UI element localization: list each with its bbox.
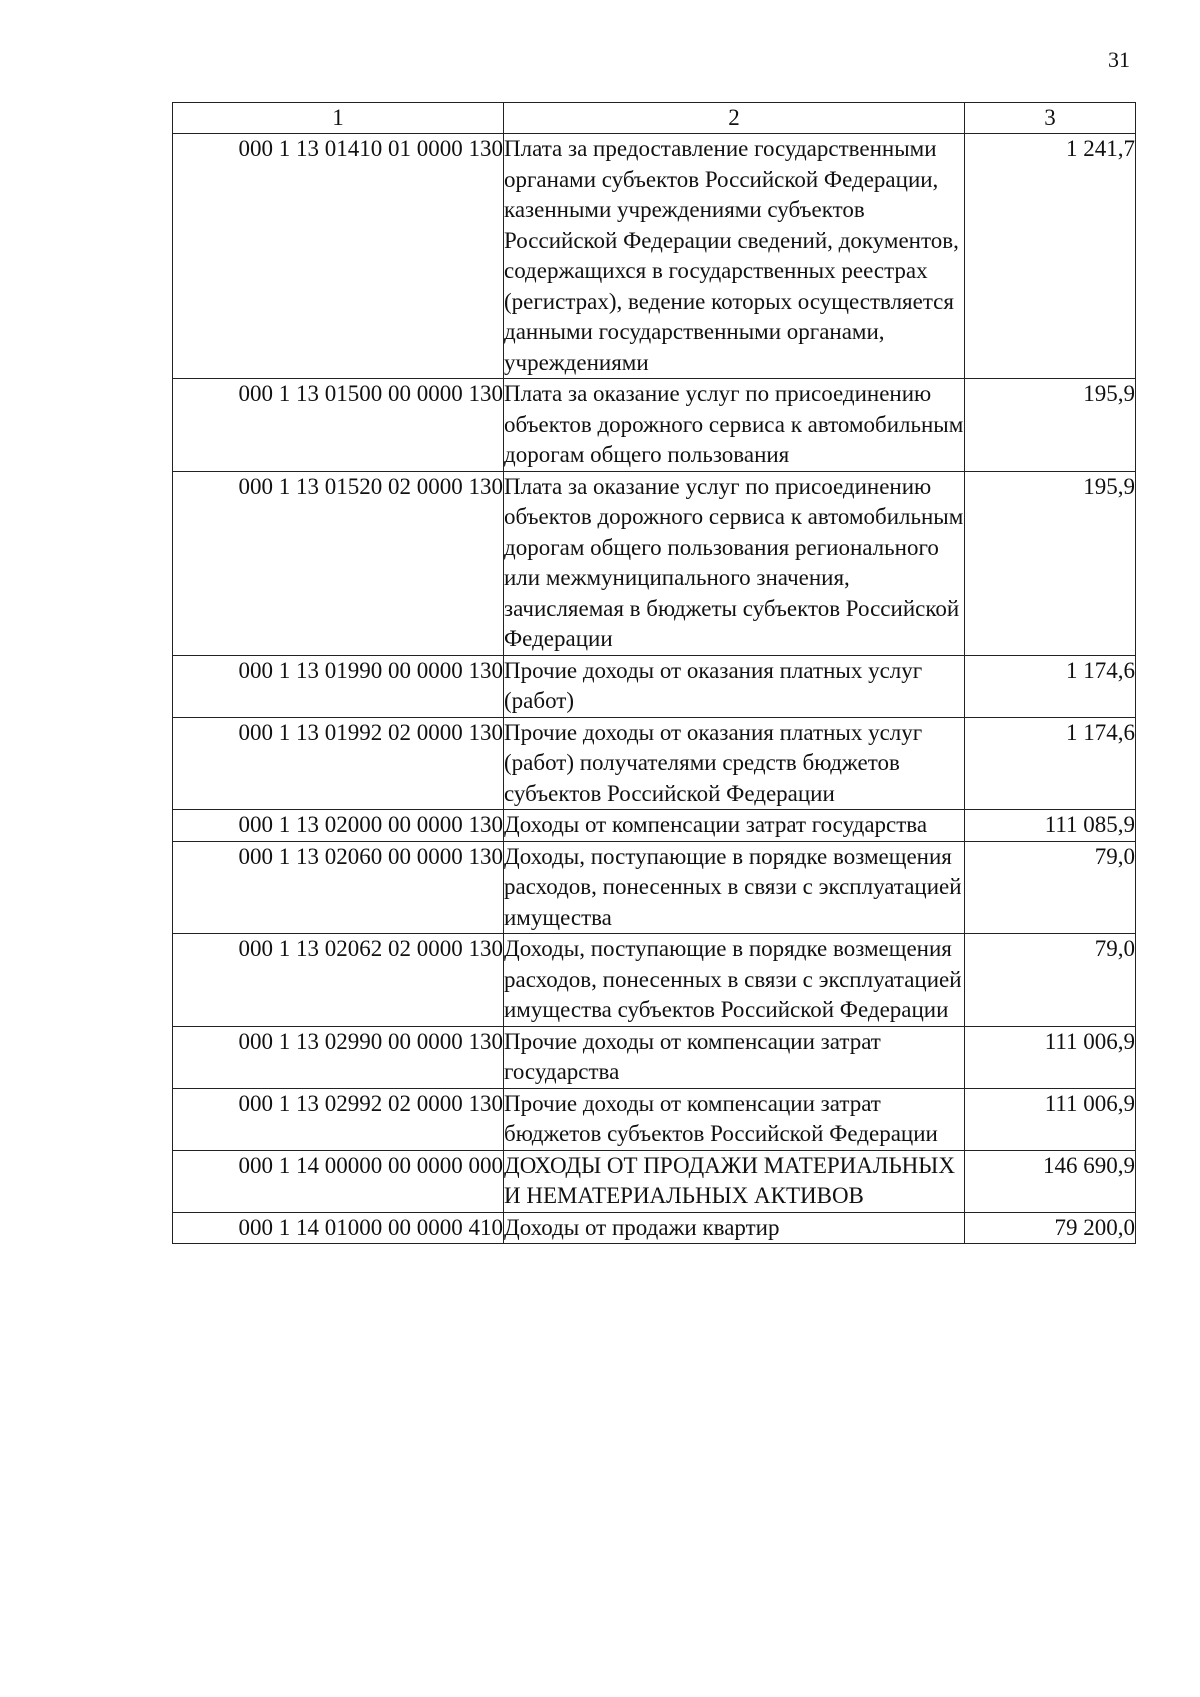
table-row	[173, 841, 1136, 934]
budget-code-cell: 000 1 14 00000 00 0000 000	[173, 1150, 504, 1212]
budget-code-cell: 000 1 13 02060 00 0000 130	[173, 841, 504, 934]
table-row	[173, 471, 1136, 655]
table-row	[173, 1026, 1136, 1088]
budget-code-cell: 000 1 13 02062 02 0000 130	[173, 934, 504, 1027]
revenue-name-cell: Плата за оказание услуг по присоединению объектов дорожного сервиса к автомобильным дорогам общего пользования регионального или межмуниципального значения, зачисляемая в бюджеты субъектов Российской Федерации	[504, 471, 965, 655]
revenue-table	[172, 102, 1136, 1244]
revenue-name-cell: Прочие доходы от оказания платных услуг (работ) получателями средств бюджетов субъектов Российской Федерации	[504, 717, 965, 810]
budget-code-cell: 000 1 13 02990 00 0000 130	[173, 1026, 504, 1088]
revenue-name-cell: Доходы от компенсации затрат государства	[504, 810, 965, 842]
budget-code-cell: 000 1 13 01990 00 0000 130	[173, 655, 504, 717]
amount-cell: 195,9	[965, 379, 1136, 472]
amount-cell: 79,0	[965, 934, 1136, 1027]
revenue-name-cell: Доходы, поступающие в порядке возмещения расходов, понесенных в связи с эксплуатацией имущества	[504, 841, 965, 934]
amount-cell: 1 241,7	[965, 134, 1136, 379]
table-row	[173, 717, 1136, 810]
amount-cell: 111 006,9	[965, 1088, 1136, 1150]
revenue-name-cell: Доходы, поступающие в порядке возмещения расходов, понесенных в связи с эксплуатацией имущества субъектов Российской Федерации	[504, 934, 965, 1027]
budget-code-cell: 000 1 14 01000 00 0000 410	[173, 1212, 504, 1244]
amount-cell: 1 174,6	[965, 655, 1136, 717]
revenue-name-cell: Плата за оказание услуг по присоединению объектов дорожного сервиса к автомобильным дорогам общего пользования	[504, 379, 965, 472]
table-row	[173, 379, 1136, 472]
table-row	[173, 1088, 1136, 1150]
table-row	[173, 1150, 1136, 1212]
revenue-name-cell: ДОХОДЫ ОТ ПРОДАЖИ МАТЕРИАЛЬНЫХ И НЕМАТЕРИАЛЬНЫХ АКТИВОВ	[504, 1150, 965, 1212]
budget-code-cell: 000 1 13 02992 02 0000 130	[173, 1088, 504, 1150]
table-header-row	[173, 103, 1136, 134]
budget-code-cell: 000 1 13 01410 01 0000 130	[173, 134, 504, 379]
revenue-name-cell: Прочие доходы от компенсации затрат государства	[504, 1026, 965, 1088]
amount-cell: 146 690,9	[965, 1150, 1136, 1212]
budget-code-cell: 000 1 13 01500 00 0000 130	[173, 379, 504, 472]
table-row	[173, 934, 1136, 1027]
budget-code-cell: 000 1 13 02000 00 0000 130	[173, 810, 504, 842]
revenue-name-cell: Доходы от продажи квартир	[504, 1212, 965, 1244]
table-body	[173, 134, 1136, 1244]
amount-cell: 111 006,9	[965, 1026, 1136, 1088]
revenue-name-cell: Прочие доходы от компенсации затрат бюджетов субъектов Российской Федерации	[504, 1088, 965, 1150]
table-row	[173, 134, 1136, 379]
page-number: 31	[1108, 47, 1130, 72]
amount-cell: 79,0	[965, 841, 1136, 934]
column-header-amount: 3	[965, 103, 1136, 134]
revenue-name-cell: Прочие доходы от оказания платных услуг (работ)	[504, 655, 965, 717]
column-header-name: 2	[504, 103, 965, 134]
table-row	[173, 810, 1136, 842]
revenue-name-cell: Плата за предоставление государственными органами субъектов Российской Федерации, казенными учреждениями субъектов Российской Федерации сведений, документов, содержащихся в государственных реестрах (регистрах), ведение которых осуществляется данными государственными органами, учреждениями	[504, 134, 965, 379]
budget-code-cell: 000 1 13 01520 02 0000 130	[173, 471, 504, 655]
table-row	[173, 655, 1136, 717]
column-header-code: 1	[173, 103, 504, 134]
amount-cell: 195,9	[965, 471, 1136, 655]
table-row	[173, 1212, 1136, 1244]
amount-cell: 79 200,0	[965, 1212, 1136, 1244]
amount-cell: 1 174,6	[965, 717, 1136, 810]
amount-cell: 111 085,9	[965, 810, 1136, 842]
table-header	[173, 103, 1136, 134]
budget-code-cell: 000 1 13 01992 02 0000 130	[173, 717, 504, 810]
